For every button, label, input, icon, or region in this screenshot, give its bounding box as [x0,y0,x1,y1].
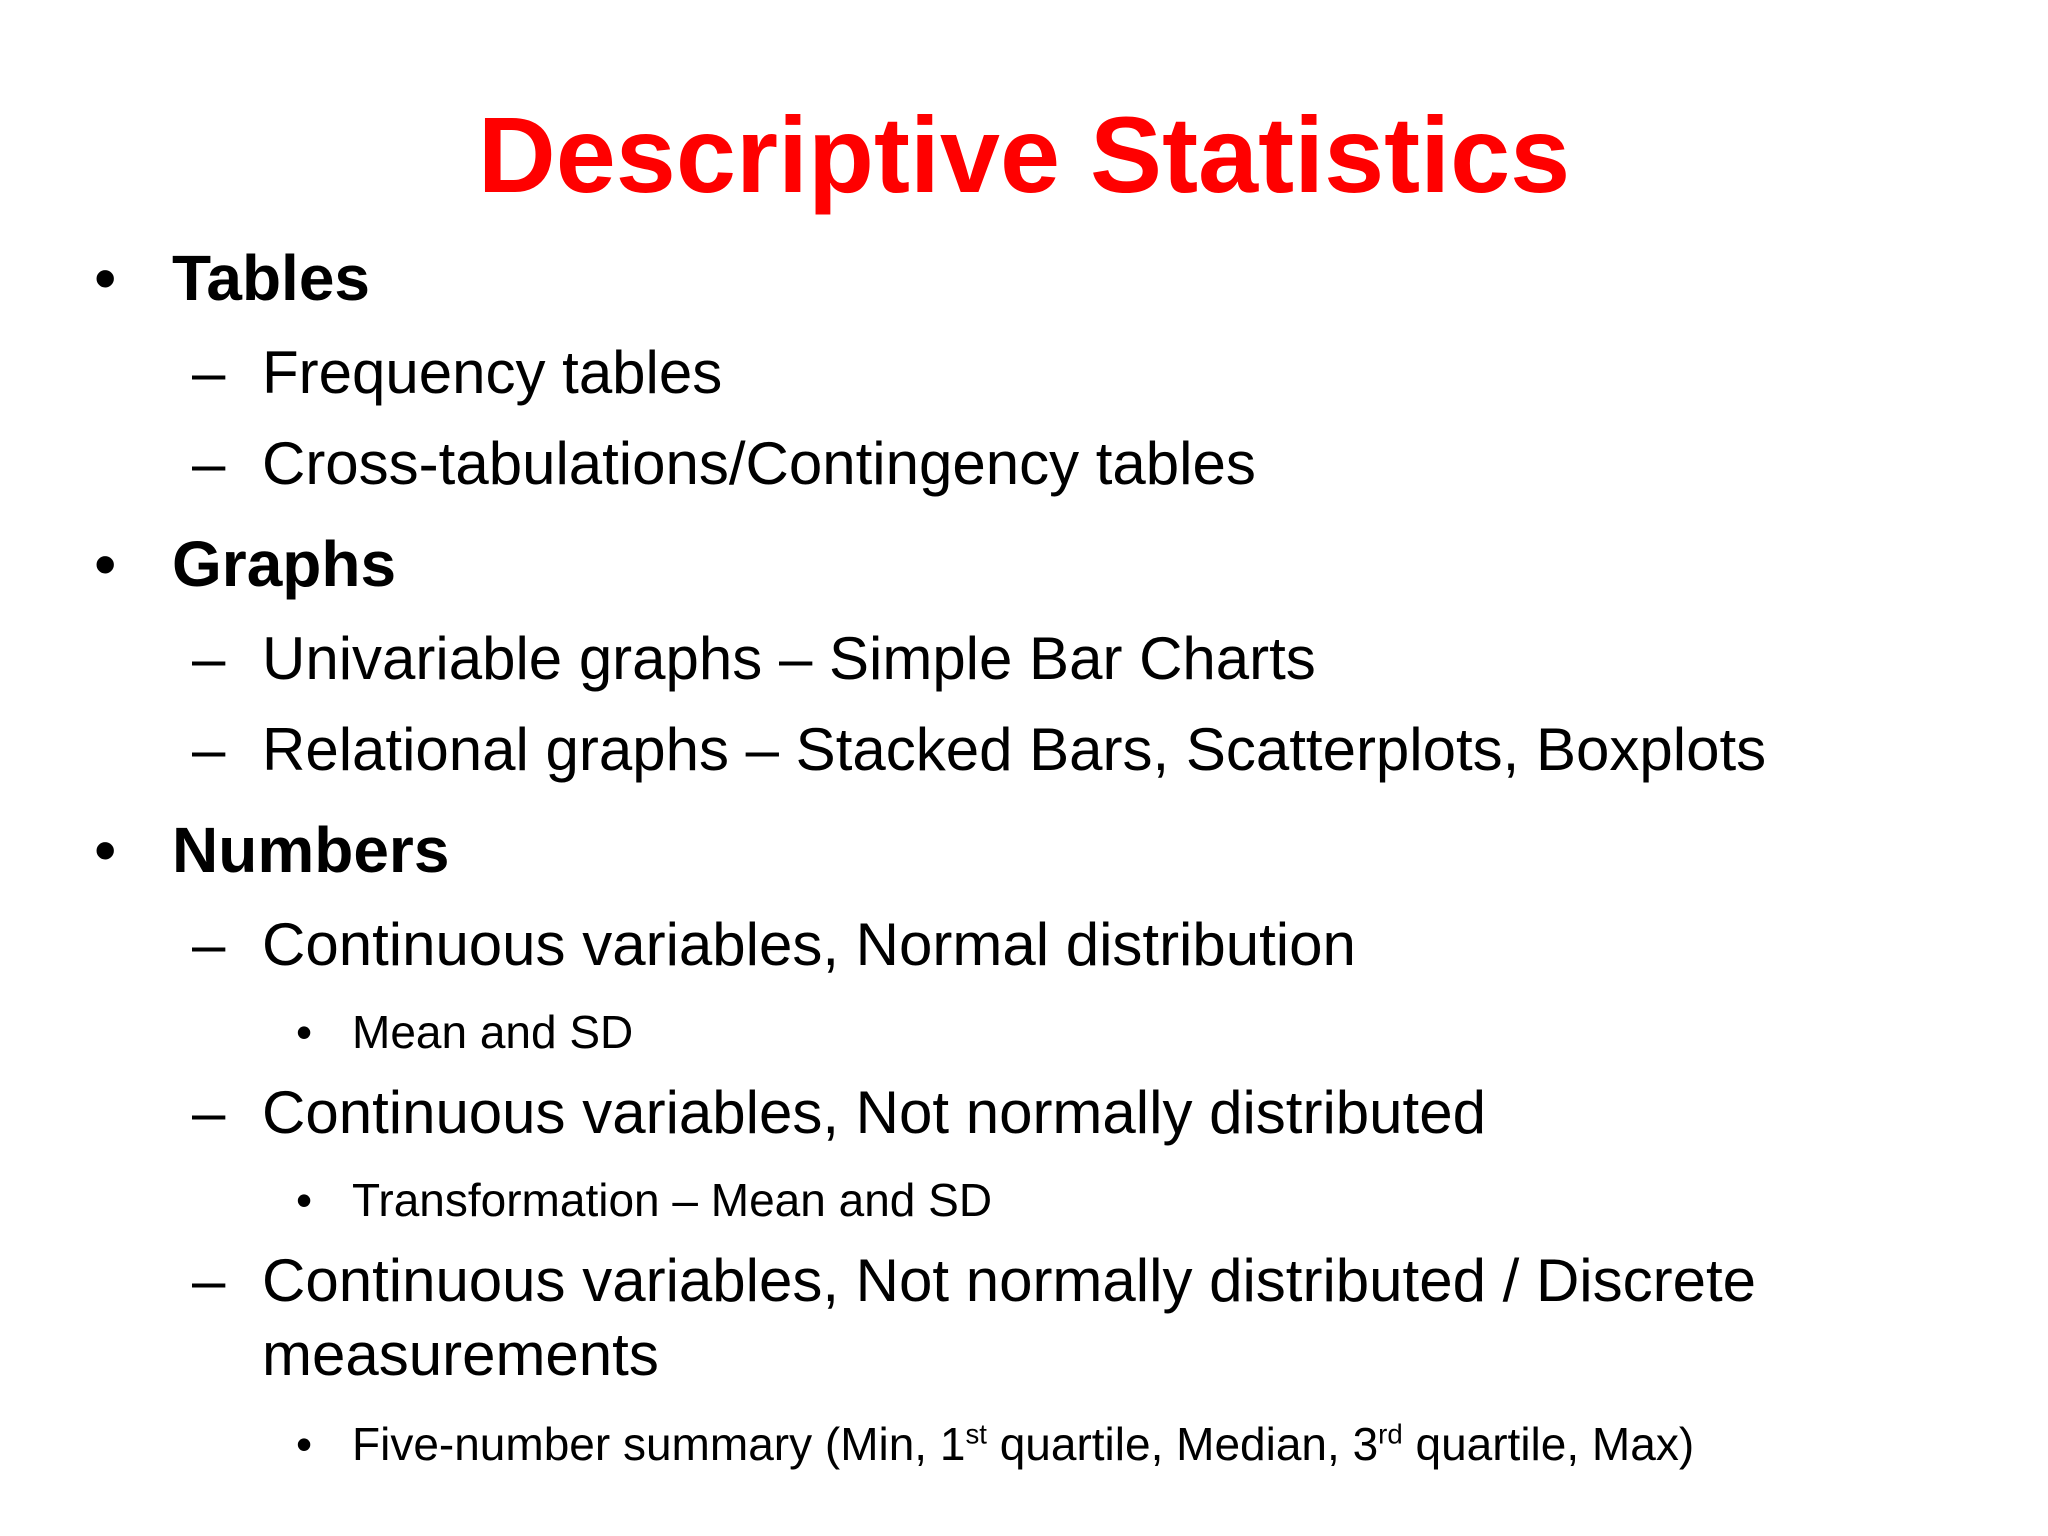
subsubbullet-text: Transformation – Mean and SD [352,1174,993,1226]
dash-icon: – [192,339,226,406]
subbullet-discrete [192,1244,1756,1318]
subbullet-text: Continuous variables, Not normally distributed [262,1079,1486,1146]
bullet-icon: • [296,1006,313,1058]
subsubbullet-mean-sd [296,1003,634,1061]
bullet-numbers [94,810,450,890]
bullet-tables [94,238,370,318]
subbullet-text: Relational graphs – Stacked Bars, Scatterplots, Boxplots [262,716,1767,783]
subbullet-text: Cross-tabulations/Contingency tables [262,430,1256,497]
summary-text-part: Five-number summary (Min, 1 [352,1418,966,1470]
subbullet-not-normal [192,1076,1486,1150]
subbullet-univariable-graphs [192,622,1316,696]
bullet-icon: • [296,1418,313,1470]
bullet-icon: • [296,1174,313,1226]
subsubbullet-text: Mean and SD [352,1006,634,1058]
subbullet-discrete-continuation [262,1318,659,1392]
subbullet-text: Univariable graphs – Simple Bar Charts [262,625,1316,692]
subbullet-relational-graphs [192,713,1767,787]
dash-icon: – [192,1247,226,1314]
dash-icon: – [192,716,226,783]
subbullet-text: Continuous variables, Normal distribution [262,911,1356,978]
dash-icon: – [192,625,226,692]
subbullet-cross-tabulations [192,427,1256,501]
subbullet-text: Frequency tables [262,339,723,406]
superscript-rd: rd [1378,1418,1403,1450]
superscript-st: st [965,1418,987,1450]
summary-text-part: quartile, Median, 3 [986,1418,1379,1470]
subbullet-frequency-tables [192,336,723,410]
dash-icon: – [192,911,226,978]
subbullet-text: Continuous variables, Not normally distributed / Discrete [262,1247,1756,1314]
bullet-text: Numbers [172,814,450,886]
summary-text-part: quartile, Max) [1402,1418,1695,1470]
subbullet-text: measurements [262,1321,659,1388]
dash-icon: – [192,430,226,497]
dash-icon: – [192,1079,226,1146]
slide-title: Descriptive Statistics [477,94,1571,215]
bullet-text: Graphs [172,528,397,600]
bullet-text: Tables [172,242,370,314]
bullet-icon: • [94,528,117,600]
subsubbullet-transformation [296,1171,993,1229]
bullet-icon: • [94,814,117,886]
subbullet-normal-distribution [192,908,1356,982]
bullet-icon: • [94,242,117,314]
bullet-graphs [94,524,397,604]
subsubbullet-five-number-summary [296,1415,1695,1473]
